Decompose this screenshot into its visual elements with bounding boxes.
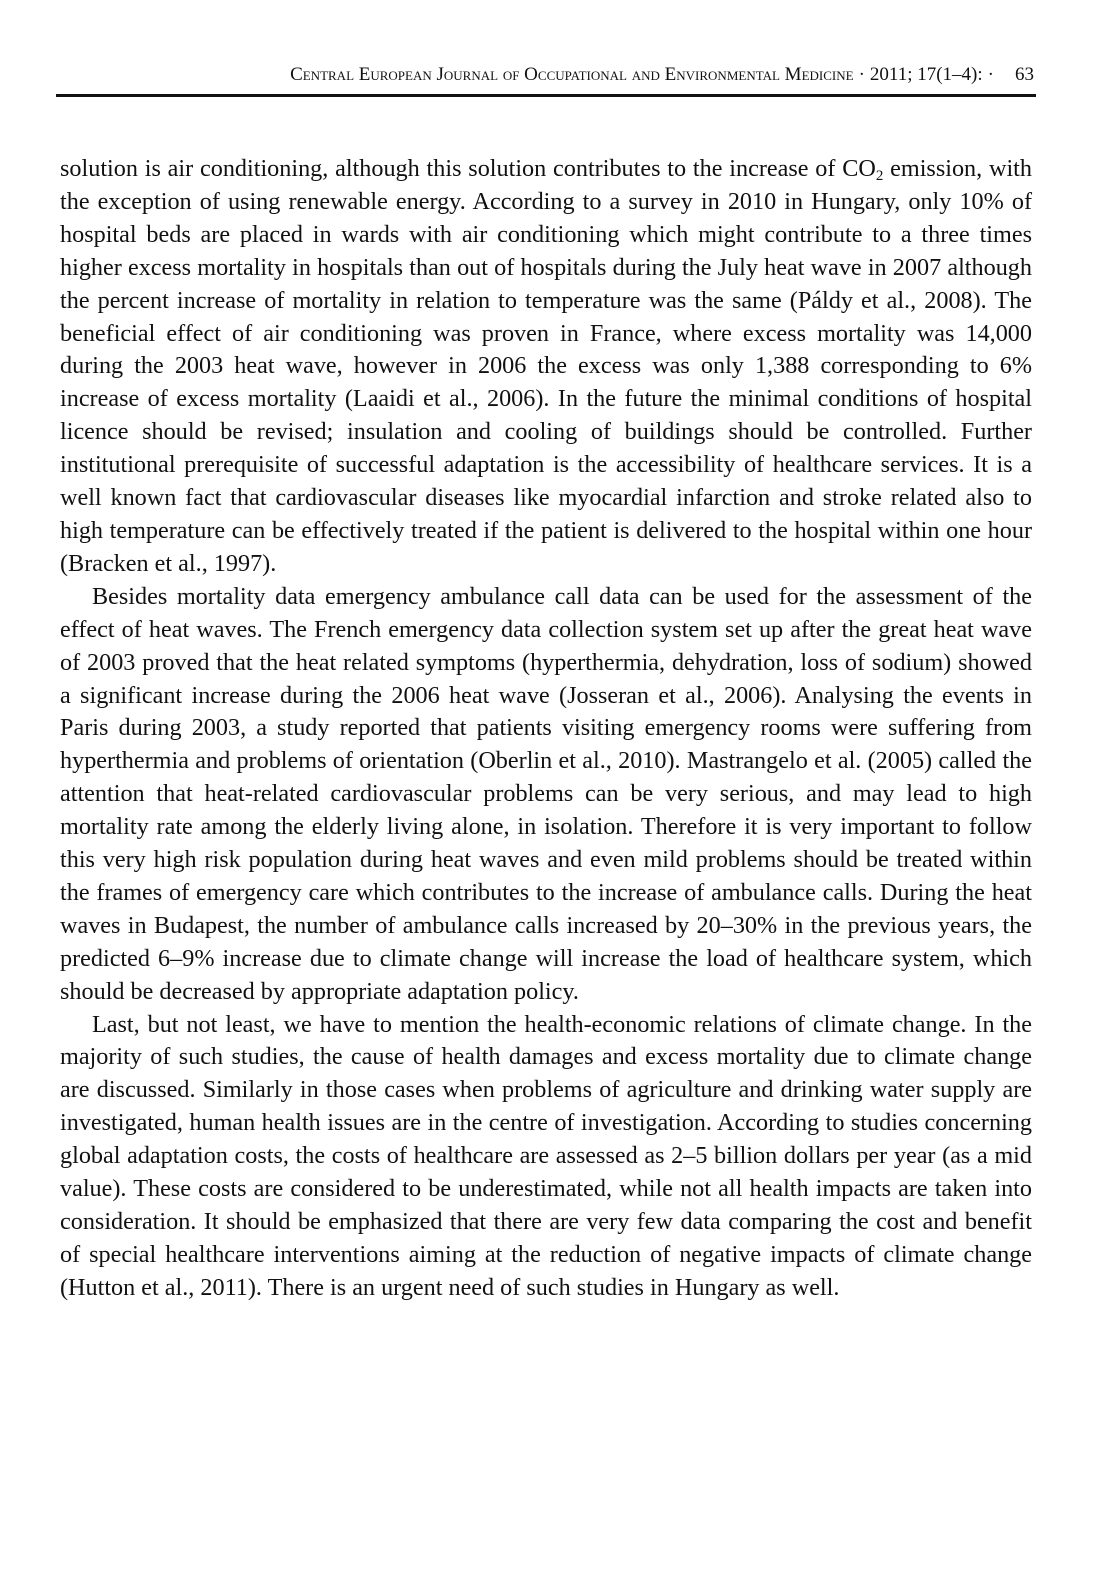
co2-subscript: 2 bbox=[875, 168, 884, 184]
paragraph-1 bbox=[60, 153, 1032, 581]
journal-citation: 2011; 17(1–4): bbox=[869, 64, 983, 85]
paragraph-2 bbox=[60, 581, 1032, 1009]
header-rule bbox=[56, 94, 1036, 97]
paragraph-3 bbox=[60, 1009, 1032, 1305]
header-separator: · bbox=[858, 64, 865, 85]
running-header bbox=[58, 64, 1034, 86]
body-text bbox=[60, 153, 1032, 1305]
paragraph-2-text: Besides mortality data emergency ambulance call data can be used for the assessment of the effect of heat waves. The French emergency data collection system set up after the great heat wave of 2003 proved that the heat related symptoms (hyperthermia, dehydration, loss of sodium) showed a significant increase during the 2006 heat wave (Josseran et al., 2006). Analysing the events in Paris during 2003, a study reported that patients visiting emergency rooms were suffering from hyperthermia and problems of orientation (Oberlin et al., 2010). Mastrangelo et al. (2005) called the attention that heat-related cardiovascular problems can be very serious, and may lead to high mortality rate among the elderly living alone, in isolation. Therefore it is very important to follow this very high risk population during heat waves and even mild problems should be treated within the frames of emergency care which contributes to the increase of ambulance calls. During the heat waves in Budapest, the number of ambulance calls increased by 20–30% in the previous years, the predicted 6–9% increase due to climate change will increase the load of healthcare system, which should be decreased by appropriate adaptation policy. bbox=[60, 582, 1032, 1005]
header-separator-2: · bbox=[987, 64, 994, 85]
paragraph-1-text-a: solution is air conditioning, although this solution contributes to the increase of CO bbox=[60, 155, 876, 182]
journal-name: Central European Journal of Occupational and Environmental Medicine bbox=[290, 64, 854, 85]
paragraph-3-text: Last, but not least, we have to mention the health-economic relations of climate change. In the majority of such studies, the cause of health damages and excess mortality due to climate change are discussed. Similarly in those cases when problems of agriculture and drinking water supply are investigated, human health issues are in the centre of investigation. According to studies concerning global adaptation costs, the costs of healthcare are assessed as 2–5 billion dollars per year (as a mid value). These costs are considered to be underestimated, while not all health impacts are taken into consideration. It should be emphasized that there are very few data comparing the cost and benefit of special healthcare interventions aiming at the reduction of negative impacts of climate change (Hutton et al., 2011). There is an urgent need of such studies in Hungary as well. bbox=[60, 1010, 1032, 1301]
page-number: 63 bbox=[1015, 64, 1034, 85]
paragraph-1-text-b: emission, with the exception of using renewable energy. According to a survey in 2010 in Hungary, only 10% of hospital beds are placed in wards with air conditioning which might contribute to a three times higher excess mortality in hospitals than out of hospitals during the July heat wave in 2007 although the percent increase of mortality in relation to temperature was the same (Páldy et al., 2008). The beneficial effect of air conditioning was proven in France, where excess mortality was 14,000 during the 2003 heat wave, however in 2006 the excess was only 1,388 corresponding to 6% increase of excess mortality (Laaidi et al., 2006). In the future the minimal conditions of hospital licence should be revised; insulation and cooling of buildings should be controlled. Further institutional prerequisite of successful adaptation is the accessibility of healthcare services. It is a well known fact that cardiovascular diseases like myocardial infarction and stroke related also to high temperature can be effectively treated if the patient is delivered to the hospital within one hour (Bracken et al., 1997). bbox=[60, 155, 1032, 577]
